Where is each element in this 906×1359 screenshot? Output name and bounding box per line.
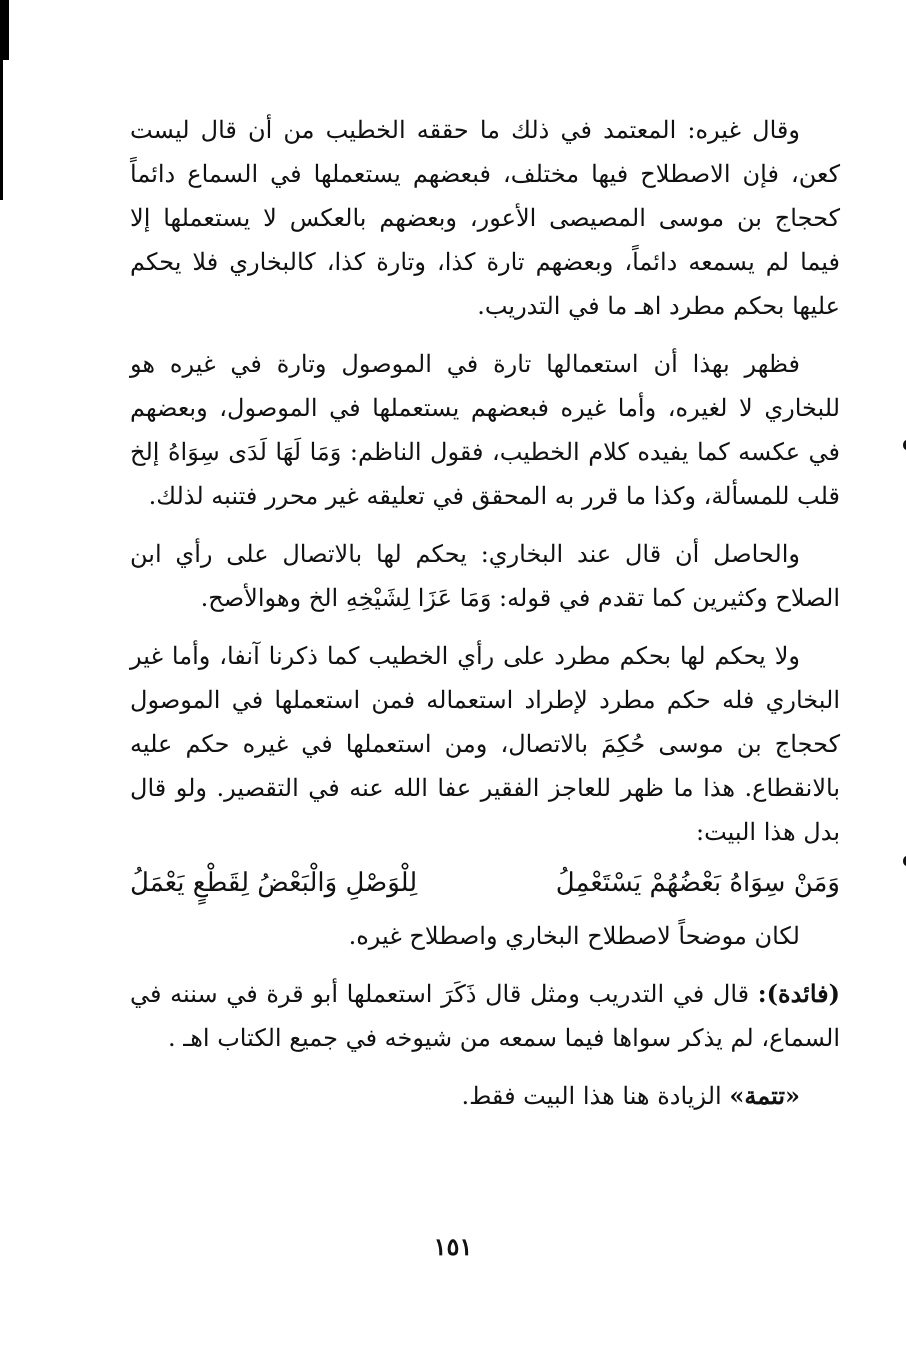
poetry-verse	[130, 860, 840, 906]
verse-right-hemistich: وَمَنْ سِوَاهُ بَعْضُهُمْ يَسْتَعْمِلُ	[555, 868, 840, 898]
faida-paragraph	[130, 972, 840, 1060]
verse-left-hemistich: لِلْوَصْلِ وَالْبَعْضُ لِقَطْعٍ يَعْمَلُ	[130, 868, 418, 898]
paragraph-2: فظهر بهذا أن استعمالها تارة في الموصول وتارة في غيره هو للبخاري لا لغيره، وأما غيره فبعضهم يستعملها في الموصول، وبعضهم في عكسه كما يفيده كلام الخطيب، فقول الناظم: وَمَا لَهَا لَدَى سِوَاهُ إلخ قلب للمسألة، وكذا ما قرر به المحقق في تعليقه غير محرر فتنبه لذلك.	[130, 350, 841, 510]
scan-edge-line	[0, 0, 3, 200]
page-number: ١٥١	[433, 1232, 473, 1261]
page-body	[130, 108, 840, 1118]
tatimma-text: الزيادة هنا هذا البيت فقط.	[461, 1082, 730, 1110]
paragraph-1: وقال غيره: المعتمد في ذلك ما حققه الخطيب من أن قال ليست كعن، فإن الاصطلاح فيها مختلف، فبعضهم يستعملها في السماع دائماً كحجاج بن موسى المصيصى الأعور، وبعضهم بالعكس لا يستعملها إلا فيما لم يسمعه دائماً، وبعضهم تارة كذا، وتارة كذا، كالبخاري فلا يحكم عليها بحكم مطرد اهـ ما في التدريب.	[130, 116, 840, 320]
after-verse-line: لكان موضحاً لاصطلاح البخاري واصطلاح غيره.	[348, 922, 800, 950]
faida-text: قال في التدريب ومثل قال ذَكَرَ استعملها أبو قرة في سننه في السماع، لم يذكر سواها فيما سمعه من شيوخه في جميع الكتاب اهـ .	[130, 980, 840, 1052]
tatimma-paragraph	[130, 1074, 840, 1118]
faida-label: (فائدة):	[757, 979, 840, 1008]
paragraph-3: والحاصل أن قال عند البخاري: يحكم لها بالاتصال على رأي ابن الصلاح وكثيرين كما تقدم في قوله: وَمَا عَزَا لِشَيْخِهِ الخ وهوالأصح.	[130, 540, 840, 612]
paragraph-4: ولا يحكم لها بحكم مطرد على رأي الخطيب كما ذكرنا آنفا، وأما غير البخاري فله حكم مطرد لإطراد استعماله فمن استعملها في الموصول كحجاج بن موسى حُكِمَ بالاتصال، ومن استعملها في غيره حكم عليه بالانقطاع. هذا ما ظهر للعاجز الفقير عفا الله عنه في التقصير. ولو قال بدل هذا البيت:	[130, 642, 840, 846]
tatimma-label: «تتمة»	[729, 1081, 800, 1110]
